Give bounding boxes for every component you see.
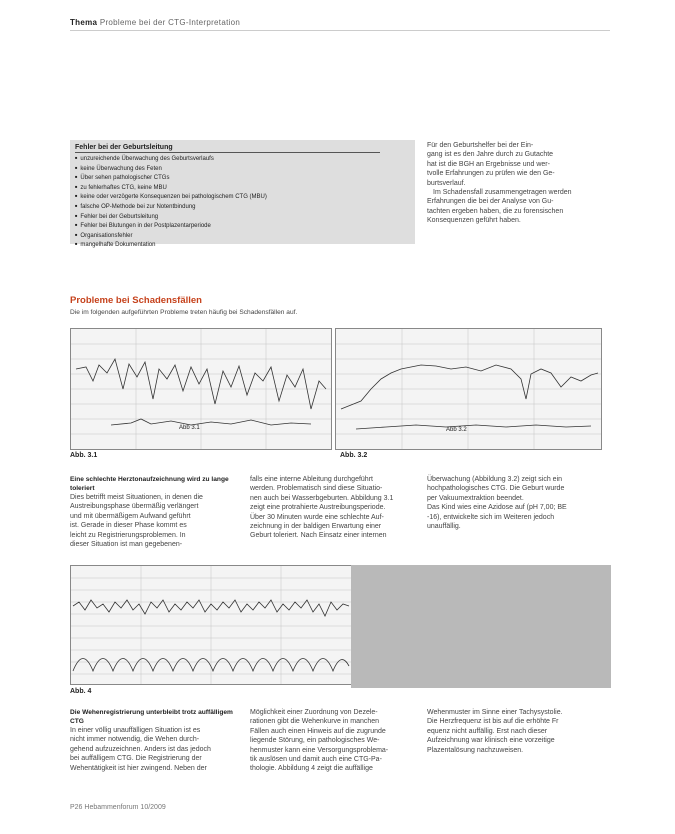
text-line: und mit übermäßigem Aufwand geführt bbox=[70, 512, 191, 520]
text-line: burtsverlauf. bbox=[427, 179, 466, 187]
header-title: Probleme bei der CTG-Interpretation bbox=[99, 18, 241, 27]
text-line: falls eine interne Ableitung durchgeführt bbox=[250, 476, 373, 483]
text-line: Über 30 Minuten wurde eine schlechte Auf- bbox=[250, 513, 384, 521]
ctg-figure-3-2 bbox=[335, 328, 602, 450]
section-subtitle: Die im folgenden aufgeführten Probleme treten häufig bei Schadensfällen auf. bbox=[70, 309, 298, 316]
list-item: ■ falsche OP-Methode bei zur Notentbindung bbox=[75, 202, 267, 212]
text-line: Konsequenzen geführt haben. bbox=[427, 217, 521, 225]
text-line: nicht immer notwendig, die Wehen durch- bbox=[70, 736, 200, 744]
text-column-2-bottom bbox=[250, 708, 425, 774]
text-line: liegende Störung, ein pathologisches We- bbox=[250, 737, 380, 745]
text-line: tik auslösen und damit auch eine CTG-Pa- bbox=[250, 756, 382, 764]
text-line: gehend aufzuzeichnen. Anders ist das jedoch bbox=[70, 745, 211, 753]
ctg-figure-3-1 bbox=[70, 328, 332, 450]
text-line: hochpathologisches CTG. Die Geburt wurde bbox=[427, 485, 565, 493]
text-line: Wehentätigkeit ist hier zwingend. Neben der bbox=[70, 764, 207, 772]
text-line: Austreibungsphase übermäßig verlängert bbox=[70, 503, 199, 511]
list-item: ■ zu fehlerhaftes CTG, keine MBU bbox=[75, 183, 267, 193]
text-column-2 bbox=[250, 475, 425, 541]
text-line: hat ist die BGH an Ergebnisse und wer- bbox=[427, 160, 550, 168]
info-box-title: Fehler bei der Geburtsleitung bbox=[75, 144, 173, 151]
ctg-marker-label: Abb 3.2 bbox=[446, 427, 467, 433]
text-line: Das Kind wies eine Azidose auf (pH 7,00; BE bbox=[427, 504, 567, 512]
ctg-marker-label: Abb 3.1 bbox=[179, 425, 200, 431]
list-item: ■ Organisationsfehler bbox=[75, 231, 267, 241]
list-item: ■ unzureichende Überwachung des Geburtsverlaufs bbox=[75, 154, 267, 164]
text-line: Aufzeichnung war klinisch eine vorzeitige bbox=[427, 737, 555, 745]
text-line: ist. Gerade in dieser Phase kommt es bbox=[70, 522, 187, 530]
text-line: Dies betrifft meist Situationen, in denen die bbox=[70, 494, 203, 501]
text-line: equenz nicht auffällig. Erst nach dieser bbox=[427, 727, 548, 735]
ctg-figure-4 bbox=[70, 565, 352, 685]
text-line: Plazentalösung nachzuweisen. bbox=[427, 746, 524, 754]
text-line: In einer völlig unauffälligen Situation ist es bbox=[70, 727, 201, 734]
page-footer: P26 Hebammenforum 10/2009 bbox=[70, 804, 166, 811]
text-line: zeigt eine protrahierte Austreibungsperiode. bbox=[250, 504, 386, 512]
text-line: Geburt toleriert. Nach Einsatz einer internen bbox=[250, 532, 387, 540]
text-line: Erfahrungen die bei der Analyse von Gu- bbox=[427, 198, 554, 206]
text-line: werden. Problematisch sind diese Situatio- bbox=[250, 485, 383, 493]
text-line: dieser Situation ist man gegebenen- bbox=[70, 541, 183, 549]
ctg-trace-svg bbox=[336, 329, 601, 449]
text-column-1-bottom bbox=[70, 708, 245, 773]
intro-text-column bbox=[427, 141, 607, 226]
text-line: tachten ergeben haben, die zu forensischen bbox=[427, 207, 564, 215]
text-line: Für den Geburtshelfer bei der Ein- bbox=[427, 142, 534, 149]
text-line: Fällen auch einen Hinweis auf die zugrunde bbox=[250, 727, 386, 735]
ctg-trace-svg bbox=[71, 566, 351, 684]
text-column-3-bottom bbox=[427, 708, 607, 755]
text-line: nen auch bei Wasserbgeburten. Abbildung 3.1 bbox=[250, 494, 394, 502]
text-line: -16), entwickelte sich im Weiteren jedoch bbox=[427, 513, 555, 521]
list-item: ■ keine Überwachung des Feten bbox=[75, 164, 267, 174]
text-line: rationen gibt die Wehenkurve in manchen bbox=[250, 718, 380, 726]
subheading: Eine schlechte Herztonaufzeichnung wird zu lange toleriert bbox=[70, 476, 229, 492]
figure-caption: Abb. 3.2 bbox=[340, 452, 368, 459]
text-line: tvolle Erfahrungen zu prüfen wie den Ge- bbox=[427, 170, 555, 178]
text-line: Wehenmuster im Sinne einer Tachysystolie. bbox=[427, 709, 563, 716]
text-line: Möglichkeit einer Zuordnung von Dezele- bbox=[250, 709, 378, 716]
list-item: ■ Über sehen pathologischer CTGs bbox=[75, 173, 267, 183]
list-item: ■ keine oder verzögerte Konsequenzen bei pathologischem CTG (MBU) bbox=[75, 192, 267, 202]
info-box-rule bbox=[75, 152, 380, 153]
ctg-trace-svg bbox=[71, 329, 331, 449]
text-line: bei auffälligem CTG. Die Registrierung der bbox=[70, 755, 202, 763]
subheading: Die Wehenregistrierung unterbleibt trotz auffälligem CTG bbox=[70, 709, 233, 725]
text-line: unauffällig. bbox=[427, 523, 461, 531]
text-column-1 bbox=[70, 475, 245, 549]
text-line: per Vakuumextraktion beendet. bbox=[427, 494, 524, 502]
figure-caption: Abb. 4 bbox=[70, 688, 92, 695]
list-item: ■ Fehler bei Blutungen in der Postplazentarperiode bbox=[75, 221, 267, 231]
text-line: thologie. Abbildung 4 zeigt die auffällige bbox=[250, 765, 373, 773]
text-line: henmuster kann eine Versorgungsproblema- bbox=[250, 746, 389, 754]
text-line: zeichnung in der baldigen Erwartung einer bbox=[250, 523, 382, 531]
text-column-3 bbox=[427, 475, 607, 531]
section-title: Probleme bei Schadensfällen bbox=[70, 295, 202, 306]
header-rule bbox=[70, 30, 610, 31]
figure-placeholder-block bbox=[351, 565, 611, 688]
figure-caption: Abb. 3.1 bbox=[70, 452, 98, 459]
info-box-list bbox=[75, 154, 267, 250]
text-line: Überwachung (Abbildung 3.2) zeigt sich ein bbox=[427, 476, 563, 483]
text-line: gang ist es den Jahre durch zu Gutachte bbox=[427, 151, 554, 159]
text-line: leicht zu Registrierungsproblemen. In bbox=[70, 531, 186, 539]
running-header bbox=[70, 18, 240, 27]
text-line: Die Herzfrequenz ist bis auf die erhöhte Fr bbox=[427, 718, 559, 726]
header-topic: Thema bbox=[70, 18, 98, 27]
list-item: ■ Fehler bei der Geburtsleitung bbox=[75, 212, 267, 222]
text-line: Im Schadensfall zusammengetragen werden bbox=[433, 189, 572, 197]
list-item: ■ mangelhafte Dokumentation bbox=[75, 240, 267, 250]
